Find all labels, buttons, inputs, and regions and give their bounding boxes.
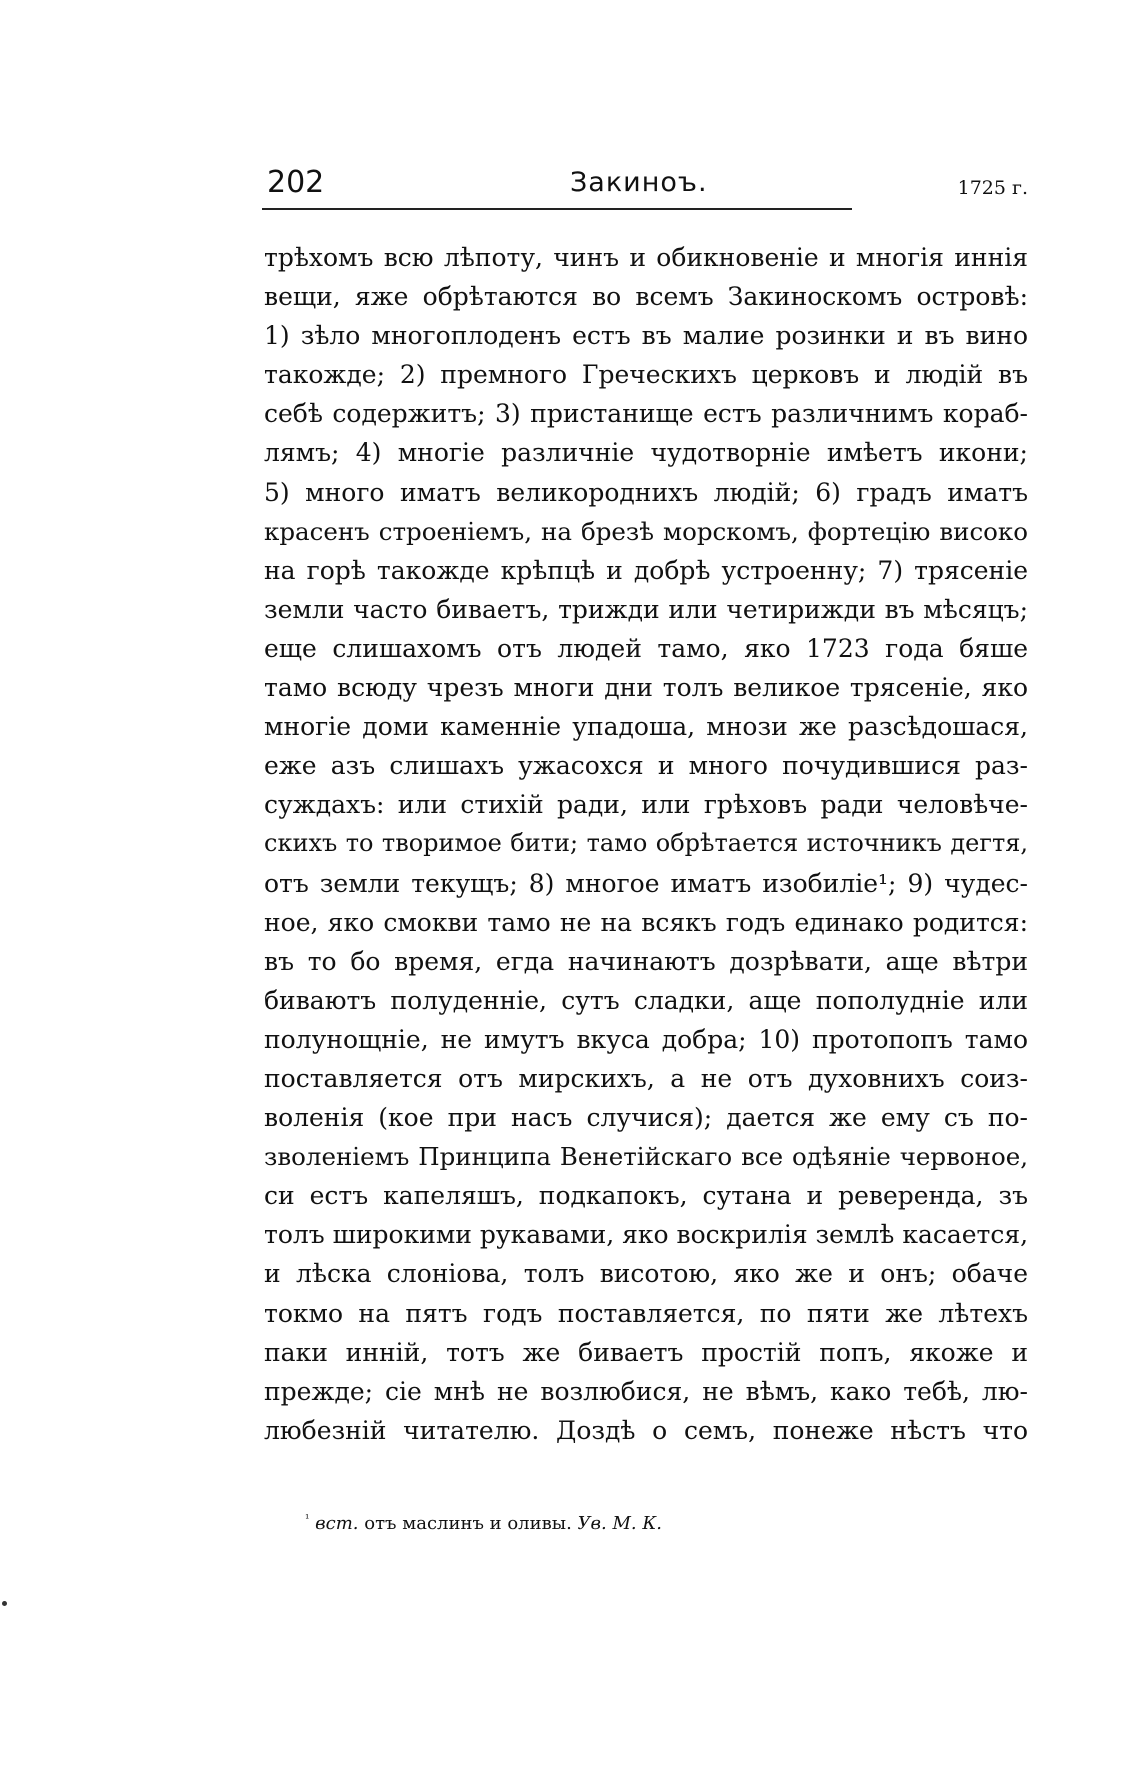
text-line: любезній читателю. Доздѣ о семъ, понеже нѣстъ что [264, 1415, 1028, 1445]
text-line: воленія (кое при насъ случися); дается же ему съ по- [264, 1103, 1028, 1133]
text-line: прежде; сіе мнѣ не возлюбися, не вѣмъ, како тебѣ, лю- [264, 1376, 1028, 1406]
text-line: земли часто биваетъ, трижди или четирижди въ мѣсяцъ; [264, 594, 1028, 624]
text-line: полунощніе, не имутъ вкуса добра; 10) протопопъ тамо [264, 1024, 1028, 1054]
text-line: биваютъ полуденніе, сутъ сладки, аще пополудніе или [264, 985, 1028, 1015]
text-line: еже азъ слишахъ ужасохся и много почудившися раз- [264, 751, 1028, 781]
text-line: тамо всюду чрезъ многи дни толъ великое трясеніе, яко [264, 673, 1028, 703]
text-line: красенъ строеніемъ, на брезѣ морскомъ, фортецію високо [264, 516, 1028, 546]
footnote-signature: Ув. М. К. [577, 1513, 662, 1534]
text-line: трѣхомъ всю лѣпоту, чинъ и обикновеніе и многія иннія [264, 243, 1028, 272]
text-line: скихъ то творимое бити; тамо обрѣтается источникъ дегтя, [264, 829, 1028, 858]
text-line: такожде; 2) премного Греческихъ церковъ и людій въ [264, 360, 1028, 390]
text-line: еще слишахомъ отъ людей тамо, яко 1723 года бяше [264, 633, 1028, 663]
footnote-marker: ¹ [305, 1512, 310, 1525]
text-line: ное, яко смокви тамо не на всякъ годъ единако родится: [264, 907, 1028, 937]
text-line: вещи, яже обрѣтаются во всемъ Закиноскомъ островѣ: [264, 282, 1028, 312]
text-line: въ то бо время, егда начинаютъ дозрѣвати, аще вѣтри [264, 946, 1028, 976]
scan-speck [2, 1601, 7, 1606]
page-number: 202 [267, 165, 325, 200]
footnote-text: отъ маслинъ и оливы. [358, 1513, 578, 1534]
header-year: 1725 г. [957, 177, 1028, 199]
text-line: и лѣска слоніова, толъ висотою, яко же и онъ; обаче [264, 1259, 1028, 1289]
footnote [305, 1506, 662, 1537]
text-line: многіе доми каменніе упадоша, мнози же разсѣдошася, [264, 712, 1028, 742]
text-line: себѣ содержитъ; 3) пристанище естъ различнимъ кораб- [264, 399, 1028, 429]
text-line: зволеніемъ Принципа Венетійскаго все одѣяніе червоное, [264, 1142, 1028, 1172]
footnote-abbrev: вст. [315, 1513, 359, 1534]
text-line: токмо на пятъ годъ поставляется, по пяти же лѣтехъ [264, 1298, 1028, 1328]
text-line: 5) много иматъ великороднихъ людій; 6) градъ иматъ [264, 477, 1028, 507]
header-rule [262, 208, 852, 210]
text-line: суждахъ: или стихій ради, или грѣховъ ради человѣче- [264, 790, 1028, 820]
running-header [262, 165, 1028, 205]
text-line: 1) зѣло многоплоденъ естъ въ малие розинки и въ вино [264, 321, 1028, 351]
text-line: толъ широкими рукавами, яко воскрилія землѣ касается, [264, 1220, 1028, 1250]
text-line: поставляется отъ мирскихъ, а не отъ духовнихъ соиз- [264, 1063, 1028, 1093]
text-line: паки иннiй, тотъ же биваетъ простій попъ, якоже и [264, 1337, 1028, 1367]
text-line: на горѣ такожде крѣпцѣ и добрѣ устроенну; 7) трясеніе [264, 555, 1028, 585]
text-line: си естъ капеляшъ, подкапокъ, сутана и реверенда, зъ [264, 1181, 1028, 1211]
body-text [264, 238, 1028, 1450]
running-title: Закиноъ. [570, 167, 708, 198]
text-line: отъ земли текущъ; 8) многое иматъ изобиліе¹; 9) чудес- [264, 868, 1028, 898]
text-line: лямъ; 4) многіе различніе чудотворніе имѣетъ икони; [264, 438, 1028, 468]
